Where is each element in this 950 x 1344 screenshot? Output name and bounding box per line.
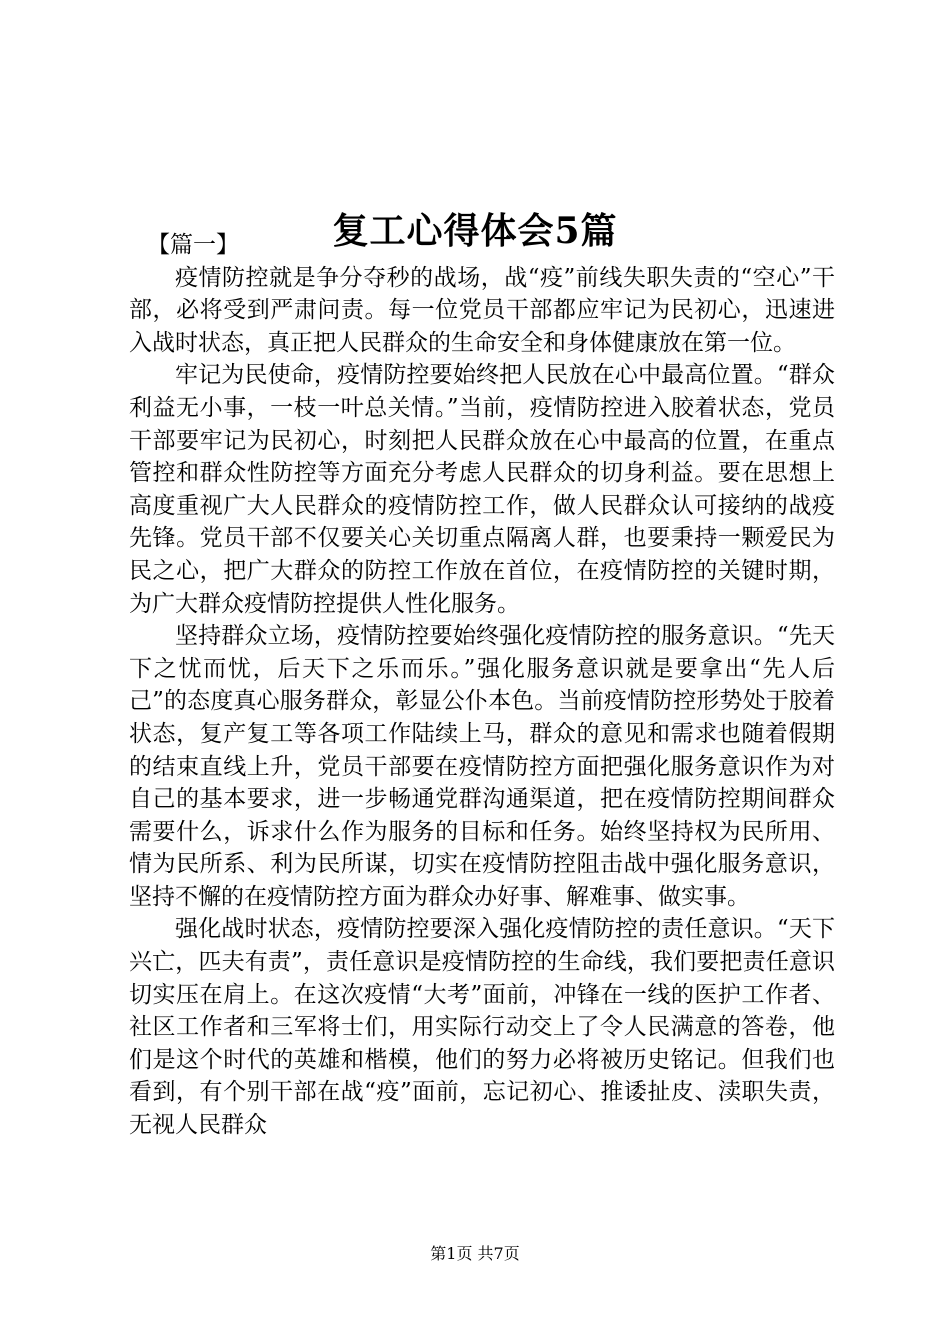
- document-body: [129, 229, 835, 1142]
- paragraph-4: 强化战时状态，疫情防控要深入强化疫情防控的责任意识。“天下兴亡，匹夫有责”，责任意识是疫情防控的生命线，我们要把责任意识切实压在肩上。在这次疫情“大考”面前，冲锋在一线的医护工作者、社区工作者和三军将士们，用实际行动交上了令人民满意的答卷，他们是这个时代的英雄和楷模，他们的努力必将被历史铭记。但我们也看到，有个别干部在战“疫”面前，忘记初心、推诿扯皮、渎职失责，无视人民群众: [129, 916, 835, 1139]
- section-heading: 【篇一】: [147, 232, 239, 258]
- paragraph-2: 牢记为民使命，疫情防控要始终把人民放在心中最高位置。“群众利益无小事，一枝一叶总关情。”当前，疫情防控进入胶着状态，党员干部要牢记为民初心，时刻把人民群众放在心中最高的位置，在重点管控和群众性防控等方面充分考虑人民群众的切身利益。要在思想上高度重视广大人民群众的疫情防控工作，做人民群众认可接纳的战疫先锋。党员干部不仅要关心关切重点隔离人群，也要秉持一颗爱民为民之心，把广大群众的防控工作放在首位，在疫情防控的关键时期，为广大群众疫情防控提供人性化服务。: [129, 362, 835, 617]
- document-title: 复工心得体会5篇: [332, 210, 618, 253]
- paragraph-1: 疫情防控就是争分夺秒的战场，战“疫”前线失职失责的“空心”干部，必将受到严肃问责。每一位党员干部都应牢记为民初心，迅速进入战时状态，真正把人民群众的生命安全和身体健康放在第一位。: [129, 264, 835, 356]
- paragraph-3: 坚持群众立场，疫情防控要始终强化疫情防控的服务意识。“先天下之忧而忧，后天下之乐而乐。”强化服务意识就是要拿出“先人后己”的态度真心服务群众，彰显公仆本色。当前疫情防控形势处于胶着状态，复产复工等各项工作陆续上马，群众的意见和需求也随着假期的结束直线上升，党员干部要在疫情防控方面把强化服务意识作为对自己的基本要求，进一步畅通党群沟通渠道，把在疫情防控期间群众需要什么，诉求什么作为服务的目标和任务。始终坚持权为民所用、情为民所系、利为民所谋，切实在疫情防控阻击战中强化服务意识，坚持不懈的在疫情防控方面为群众办好事、解难事、做实事。: [129, 623, 835, 910]
- page-footer: 第1页 共7页: [430, 1244, 520, 1263]
